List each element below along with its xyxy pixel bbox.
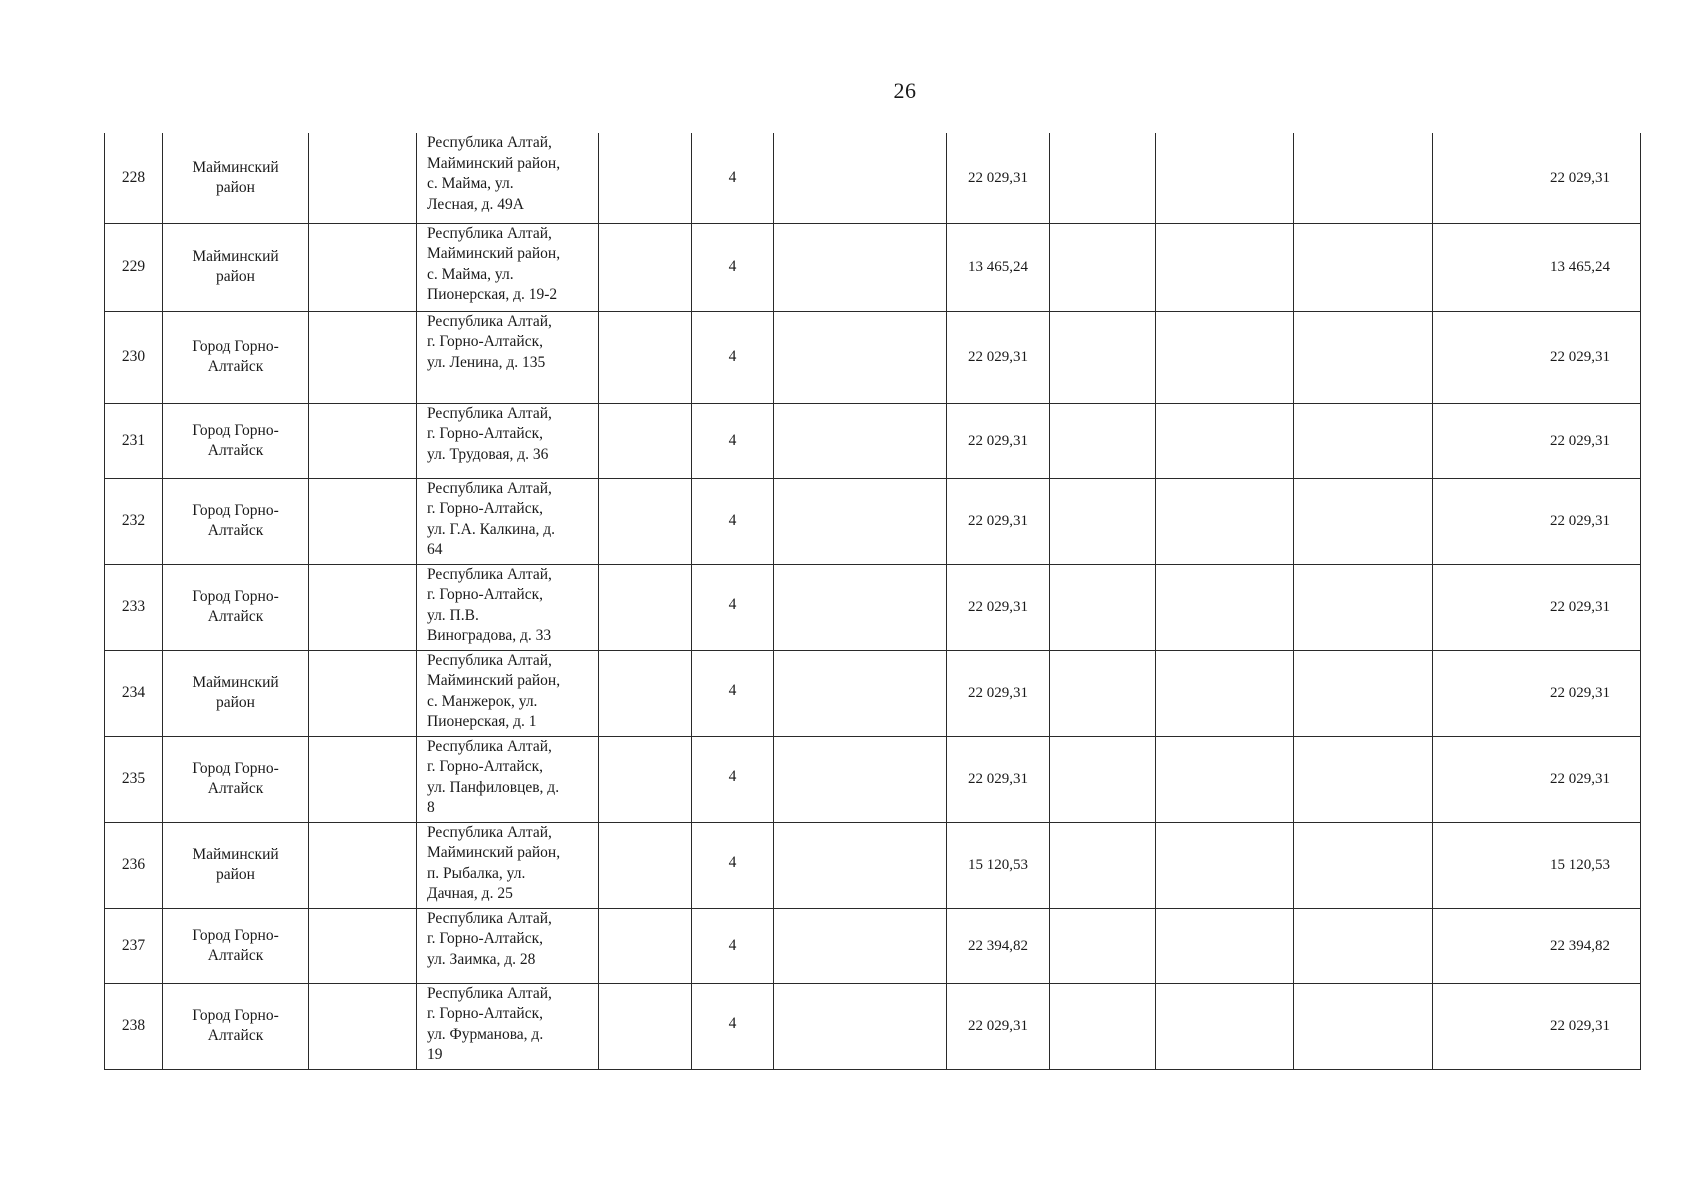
district-line: район: [216, 694, 255, 711]
empty-cell: [774, 736, 947, 822]
address-line: г. Горно-Алтайск,: [427, 500, 544, 517]
district-line: Алтайск: [207, 441, 264, 459]
empty-cell: [309, 133, 417, 223]
amount-cell: 22 029,31: [947, 650, 1050, 736]
row-number: 238: [105, 983, 163, 1069]
address-line: Республика Алтай,: [427, 134, 552, 151]
table-row: [105, 403, 1641, 478]
empty-cell: [1294, 736, 1433, 822]
empty-cell: [599, 223, 692, 311]
address-line: ул. Фурманова, д.: [427, 1025, 544, 1043]
empty-cell: [309, 983, 417, 1069]
empty-cell: [309, 564, 417, 650]
empty-cell: [599, 983, 692, 1069]
district-line: Город Горно-: [192, 502, 279, 519]
address-line: ул. Трудовая, д. 36: [427, 445, 549, 463]
amount-cell: 22 029,31: [947, 478, 1050, 564]
empty-cell: [309, 403, 417, 478]
count-cell: 4: [692, 223, 774, 311]
district-line: район: [216, 268, 255, 285]
amount-cell: 22 029,31: [947, 564, 1050, 650]
address-line: ул. Заимка, д. 28: [427, 950, 536, 968]
empty-cell: [1156, 403, 1294, 478]
empty-cell: [1294, 223, 1433, 311]
address-cell: [417, 908, 599, 983]
empty-cell: [1050, 650, 1156, 736]
count-cell: 4: [692, 478, 774, 564]
address-line: г. Горно-Алтайск,: [427, 425, 544, 442]
district-line: Город Горно-: [192, 588, 279, 605]
amount-cell: 22 029,31: [947, 403, 1050, 478]
count-cell: 4: [692, 311, 774, 403]
table-row: [105, 478, 1641, 564]
empty-cell: [599, 478, 692, 564]
count-cell: 4: [692, 650, 774, 736]
table-row: [105, 650, 1641, 736]
empty-cell: [774, 403, 947, 478]
empty-cell: [1294, 133, 1433, 223]
empty-cell: [599, 403, 692, 478]
district-line: Майминский: [192, 158, 279, 176]
table-body: [105, 133, 1641, 1069]
empty-cell: [1294, 822, 1433, 908]
empty-cell: [1156, 983, 1294, 1069]
address-line: Республика Алтай,: [427, 823, 552, 841]
address-line: Майминский район,: [427, 154, 561, 172]
address-line: г. Горно-Алтайск,: [427, 930, 544, 947]
amount-cell: 22 394,82: [947, 908, 1050, 983]
total-cell: 15 120,53: [1433, 822, 1641, 908]
empty-cell: [599, 311, 692, 403]
empty-cell: [309, 822, 417, 908]
district-cell: [163, 133, 309, 223]
table-row: [105, 311, 1641, 403]
empty-cell: [309, 478, 417, 564]
row-number: 235: [105, 736, 163, 822]
empty-cell: [774, 564, 947, 650]
empty-cell: [1050, 133, 1156, 223]
address-line: 64: [427, 541, 443, 558]
empty-cell: [1294, 564, 1433, 650]
district-line: Город Горно-: [192, 338, 279, 355]
empty-cell: [599, 564, 692, 650]
empty-cell: [309, 736, 417, 822]
district-line: район: [216, 178, 255, 196]
empty-cell: [1050, 983, 1156, 1069]
empty-cell: [1050, 822, 1156, 908]
empty-cell: [1156, 822, 1294, 908]
address-line: Республика Алтай,: [427, 312, 552, 330]
empty-cell: [774, 133, 947, 223]
empty-cell: [1156, 650, 1294, 736]
address-line: Республика Алтай,: [427, 404, 552, 422]
total-cell: 22 029,31: [1433, 983, 1641, 1069]
count-cell: 4: [692, 403, 774, 478]
data-table: [104, 133, 1641, 1070]
empty-cell: [599, 650, 692, 736]
address-line: ул. Г.А. Калкина, д.: [427, 520, 555, 538]
empty-cell: [774, 983, 947, 1069]
address-line: Майминский район,: [427, 245, 561, 262]
address-line: Республика Алтай,: [427, 479, 552, 497]
empty-cell: [1050, 478, 1156, 564]
amount-cell: 13 465,24: [947, 223, 1050, 311]
row-number: 231: [105, 403, 163, 478]
empty-cell: [599, 736, 692, 822]
address-line: ул. Панфиловцев, д.: [427, 778, 560, 796]
address-line: Дачная, д. 25: [427, 885, 513, 902]
amount-cell: 15 120,53: [947, 822, 1050, 908]
empty-cell: [1156, 478, 1294, 564]
empty-cell: [599, 133, 692, 223]
address-line: Республика Алтай,: [427, 737, 552, 755]
address-line: Пионерская, д. 1: [427, 713, 537, 730]
address-line: г. Горно-Алтайск,: [427, 586, 544, 603]
address-line: г. Горно-Алтайск,: [427, 1005, 544, 1022]
row-number: 228: [105, 133, 163, 223]
empty-cell: [774, 478, 947, 564]
count-cell: 4: [692, 736, 774, 822]
row-number: 236: [105, 822, 163, 908]
district-line: Город Горно-: [192, 421, 279, 439]
total-cell: 22 029,31: [1433, 478, 1641, 564]
count-cell: 4: [692, 564, 774, 650]
table-row: [105, 822, 1641, 908]
district-cell: [163, 983, 309, 1069]
address-line: с. Манжерок, ул.: [427, 692, 538, 710]
address-line: 19: [427, 1046, 443, 1063]
address-line: Республика Алтай,: [427, 909, 552, 927]
district-cell: [163, 311, 309, 403]
table-row: [105, 983, 1641, 1069]
district-line: Алтайск: [207, 1027, 264, 1044]
total-cell: 22 029,31: [1433, 650, 1641, 736]
empty-cell: [1050, 736, 1156, 822]
empty-cell: [309, 908, 417, 983]
table-row: [105, 133, 1641, 223]
address-line: Виноградова, д. 33: [427, 627, 552, 644]
district-cell: [163, 908, 309, 983]
address-line: с. Майма, ул.: [427, 175, 514, 192]
empty-cell: [774, 908, 947, 983]
table-row: [105, 223, 1641, 311]
count-cell: 4: [692, 822, 774, 908]
district-line: Майминский: [192, 846, 279, 863]
amount-cell: 22 029,31: [947, 311, 1050, 403]
address-line: Лесная, д. 49А: [427, 195, 524, 213]
address-line: Майминский район,: [427, 844, 561, 861]
address-line: Республика Алтай,: [427, 651, 552, 669]
empty-cell: [599, 822, 692, 908]
empty-cell: [1294, 650, 1433, 736]
table-row: [105, 736, 1641, 822]
empty-cell: [774, 822, 947, 908]
empty-cell: [1156, 736, 1294, 822]
row-number: 233: [105, 564, 163, 650]
address-line: Республика Алтай,: [427, 984, 552, 1002]
address-line: Майминский район,: [427, 672, 561, 689]
empty-cell: [1050, 311, 1156, 403]
amount-cell: 22 029,31: [947, 133, 1050, 223]
district-cell: [163, 650, 309, 736]
empty-cell: [1156, 133, 1294, 223]
address-line: Республика Алтай,: [427, 224, 552, 242]
address-line: ул. П.В.: [427, 606, 479, 624]
address-line: Пионерская, д. 19-2: [427, 286, 558, 303]
row-number: 237: [105, 908, 163, 983]
count-cell: 4: [692, 983, 774, 1069]
empty-cell: [1050, 564, 1156, 650]
address-line: г. Горно-Алтайск,: [427, 333, 544, 350]
district-line: район: [216, 866, 255, 883]
empty-cell: [1294, 908, 1433, 983]
count-cell: 4: [692, 908, 774, 983]
address-line: ул. Ленина, д. 135: [427, 353, 546, 371]
district-line: Город Горно-: [192, 1007, 279, 1024]
page-number: 26: [893, 78, 917, 103]
address-line: с. Майма, ул.: [427, 265, 514, 283]
total-cell: 13 465,24: [1433, 223, 1641, 311]
district-cell: [163, 736, 309, 822]
empty-cell: [774, 650, 947, 736]
empty-cell: [1156, 908, 1294, 983]
amount-cell: 22 029,31: [947, 736, 1050, 822]
empty-cell: [1050, 403, 1156, 478]
row-number: 232: [105, 478, 163, 564]
address-line: Республика Алтай,: [427, 565, 552, 583]
district-line: Алтайск: [207, 946, 264, 964]
district-cell: [163, 403, 309, 478]
empty-cell: [1050, 908, 1156, 983]
district-cell: [163, 223, 309, 311]
address-cell: [417, 403, 599, 478]
total-cell: 22 029,31: [1433, 311, 1641, 403]
address-line: г. Горно-Алтайск,: [427, 758, 544, 775]
empty-cell: [774, 311, 947, 403]
total-cell: 22 029,31: [1433, 564, 1641, 650]
row-number: 234: [105, 650, 163, 736]
amount-cell: 22 029,31: [947, 983, 1050, 1069]
address-cell: [417, 564, 599, 650]
district-line: Алтайск: [207, 358, 264, 375]
district-line: Город Горно-: [192, 760, 279, 777]
district-cell: [163, 822, 309, 908]
address-cell: [417, 311, 599, 403]
address-cell: [417, 650, 599, 736]
row-number: 229: [105, 223, 163, 311]
empty-cell: [599, 908, 692, 983]
district-line: Алтайск: [207, 780, 264, 797]
district-line: Майминский: [192, 674, 279, 691]
total-cell: 22 029,31: [1433, 133, 1641, 223]
empty-cell: [1156, 564, 1294, 650]
empty-cell: [1294, 983, 1433, 1069]
empty-cell: [1050, 223, 1156, 311]
row-number: 230: [105, 311, 163, 403]
empty-cell: [309, 650, 417, 736]
count-cell: 4: [692, 133, 774, 223]
empty-cell: [1294, 403, 1433, 478]
address-cell: [417, 983, 599, 1069]
district-cell: [163, 564, 309, 650]
total-cell: 22 394,82: [1433, 908, 1641, 983]
total-cell: 22 029,31: [1433, 736, 1641, 822]
address-cell: [417, 478, 599, 564]
address-cell: [417, 133, 599, 223]
district-line: Алтайск: [207, 522, 264, 539]
address-cell: [417, 223, 599, 311]
district-cell: [163, 478, 309, 564]
district-line: Город Горно-: [192, 926, 279, 944]
address-cell: [417, 822, 599, 908]
table-row: [105, 908, 1641, 983]
empty-cell: [309, 311, 417, 403]
empty-cell: [1294, 311, 1433, 403]
address-cell: [417, 736, 599, 822]
empty-cell: [1156, 223, 1294, 311]
total-cell: 22 029,31: [1433, 403, 1641, 478]
address-line: п. Рыбалка, ул.: [427, 864, 526, 882]
empty-cell: [1294, 478, 1433, 564]
empty-cell: [774, 223, 947, 311]
address-line: 8: [427, 799, 435, 816]
empty-cell: [1156, 311, 1294, 403]
district-line: Майминский: [192, 248, 279, 265]
empty-cell: [309, 223, 417, 311]
district-line: Алтайск: [207, 608, 264, 625]
table-row: [105, 564, 1641, 650]
